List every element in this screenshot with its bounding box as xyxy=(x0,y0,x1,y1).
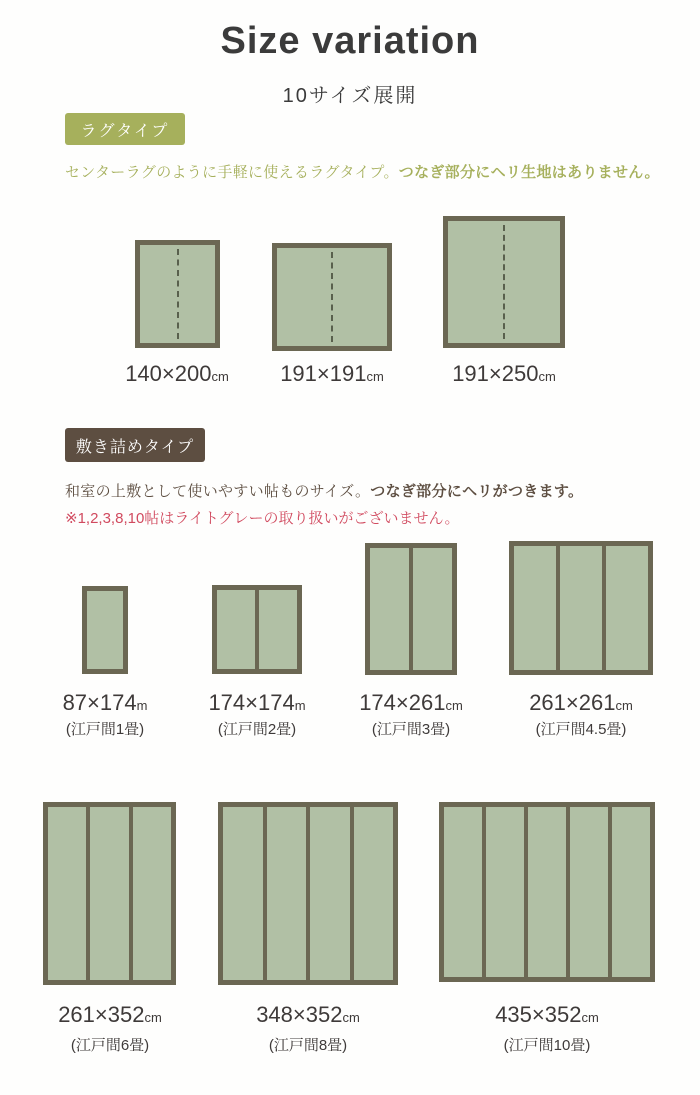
tatami-diagram-6jo xyxy=(43,802,176,985)
tatami-diagram-4-5jo xyxy=(509,541,653,675)
unit-label: cm xyxy=(211,369,229,384)
tatami-panel xyxy=(514,546,556,670)
rug-diagram-140x200 xyxy=(135,240,220,348)
tatami-room-label: (江戸間6畳) xyxy=(70,1037,150,1054)
tatami-panel xyxy=(612,807,650,977)
spread-type-description-regular: 和室の上敷として使いやすい帖ものサイズ。 xyxy=(65,483,371,500)
unit-label: cm xyxy=(342,1010,360,1025)
rug-size-label: 191×250cm xyxy=(452,361,556,386)
tatami-panel xyxy=(570,807,608,977)
tatami-panel xyxy=(528,807,566,977)
tatami-room-label: (江戸間2畳) xyxy=(217,721,297,738)
tatami-panel xyxy=(444,807,482,977)
tatami-room-label: (江戸間3畳) xyxy=(371,721,451,738)
tatami-panel xyxy=(87,591,123,669)
rug-type-description-regular: センターラグのように手軽に使えるラグタイプ。 xyxy=(65,164,399,181)
spread-type-description-bold: つなぎ部分にヘリがつきます。 xyxy=(370,483,584,500)
tatami-size-label: 174×261cm xyxy=(359,690,463,715)
rug-seam-dashed-line xyxy=(177,249,179,339)
tatami-size-label: 348×352cm xyxy=(256,1002,360,1027)
tatami-panel xyxy=(354,807,394,980)
rug-size-label: 140×200cm xyxy=(125,361,229,386)
rug-seam-dashed-line xyxy=(503,225,505,339)
unit-label: m xyxy=(294,698,306,713)
tatami-room-label: (江戸間10畳) xyxy=(503,1037,591,1054)
tatami-diagram-2jo xyxy=(212,585,302,674)
tatami-room-label: (江戸間8畳) xyxy=(268,1037,348,1054)
rug-size-label: 191×191cm xyxy=(280,361,384,386)
unit-label: cm xyxy=(144,1010,162,1025)
rug-diagram-191x250 xyxy=(443,216,565,348)
spread-availability-note: ※1,2,3,8,10帖はライトグレーの取り扱いがございません。 xyxy=(65,510,460,527)
tatami-panel xyxy=(90,807,128,980)
tatami-panel xyxy=(48,807,86,980)
tatami-room-label: (江戸間4.5畳) xyxy=(535,721,627,738)
rug-diagram-191x191 xyxy=(272,243,392,351)
spread-type-badge: 敷き詰めタイプ xyxy=(65,428,205,462)
tatami-size-label: 261×261cm xyxy=(529,690,633,715)
tatami-panel xyxy=(370,548,409,670)
tatami-panel xyxy=(217,590,255,669)
rug-type-description xyxy=(65,161,660,182)
unit-label: cm xyxy=(581,1010,599,1025)
tatami-diagram-3jo xyxy=(365,543,457,675)
page-subtitle: 10サイズ展開 xyxy=(282,85,418,107)
tatami-room-label: (江戸間1畳) xyxy=(65,721,145,738)
tatami-size-label: 261×352cm xyxy=(58,1002,162,1027)
tatami-panel xyxy=(486,807,524,977)
tatami-panel xyxy=(560,546,602,670)
rug-type-description-bold: つなぎ部分にヘリ生地はありません。 xyxy=(398,164,660,181)
rug-type-badge: ラグタイプ xyxy=(65,113,185,145)
unit-label: m xyxy=(136,698,148,713)
unit-label: cm xyxy=(615,698,633,713)
tatami-panel xyxy=(133,807,171,980)
tatami-panel xyxy=(259,590,297,669)
tatami-panel xyxy=(606,546,648,670)
page-title: Size variation xyxy=(220,20,480,62)
rug-seam-dashed-line xyxy=(331,252,333,342)
tatami-diagram-1jo xyxy=(82,586,128,674)
unit-label: cm xyxy=(445,698,463,713)
tatami-panel xyxy=(310,807,350,980)
tatami-size-label: 87×174m xyxy=(62,690,148,715)
tatami-diagram-10jo xyxy=(439,802,655,982)
tatami-size-label: 174×174m xyxy=(208,690,306,715)
tatami-panel xyxy=(223,807,263,980)
unit-label: cm xyxy=(538,369,556,384)
tatami-diagram-8jo xyxy=(218,802,398,985)
tatami-size-label: 435×352cm xyxy=(495,1002,599,1027)
tatami-panel xyxy=(413,548,452,670)
unit-label: cm xyxy=(366,369,384,384)
spread-type-description xyxy=(65,480,583,501)
tatami-panel xyxy=(267,807,307,980)
